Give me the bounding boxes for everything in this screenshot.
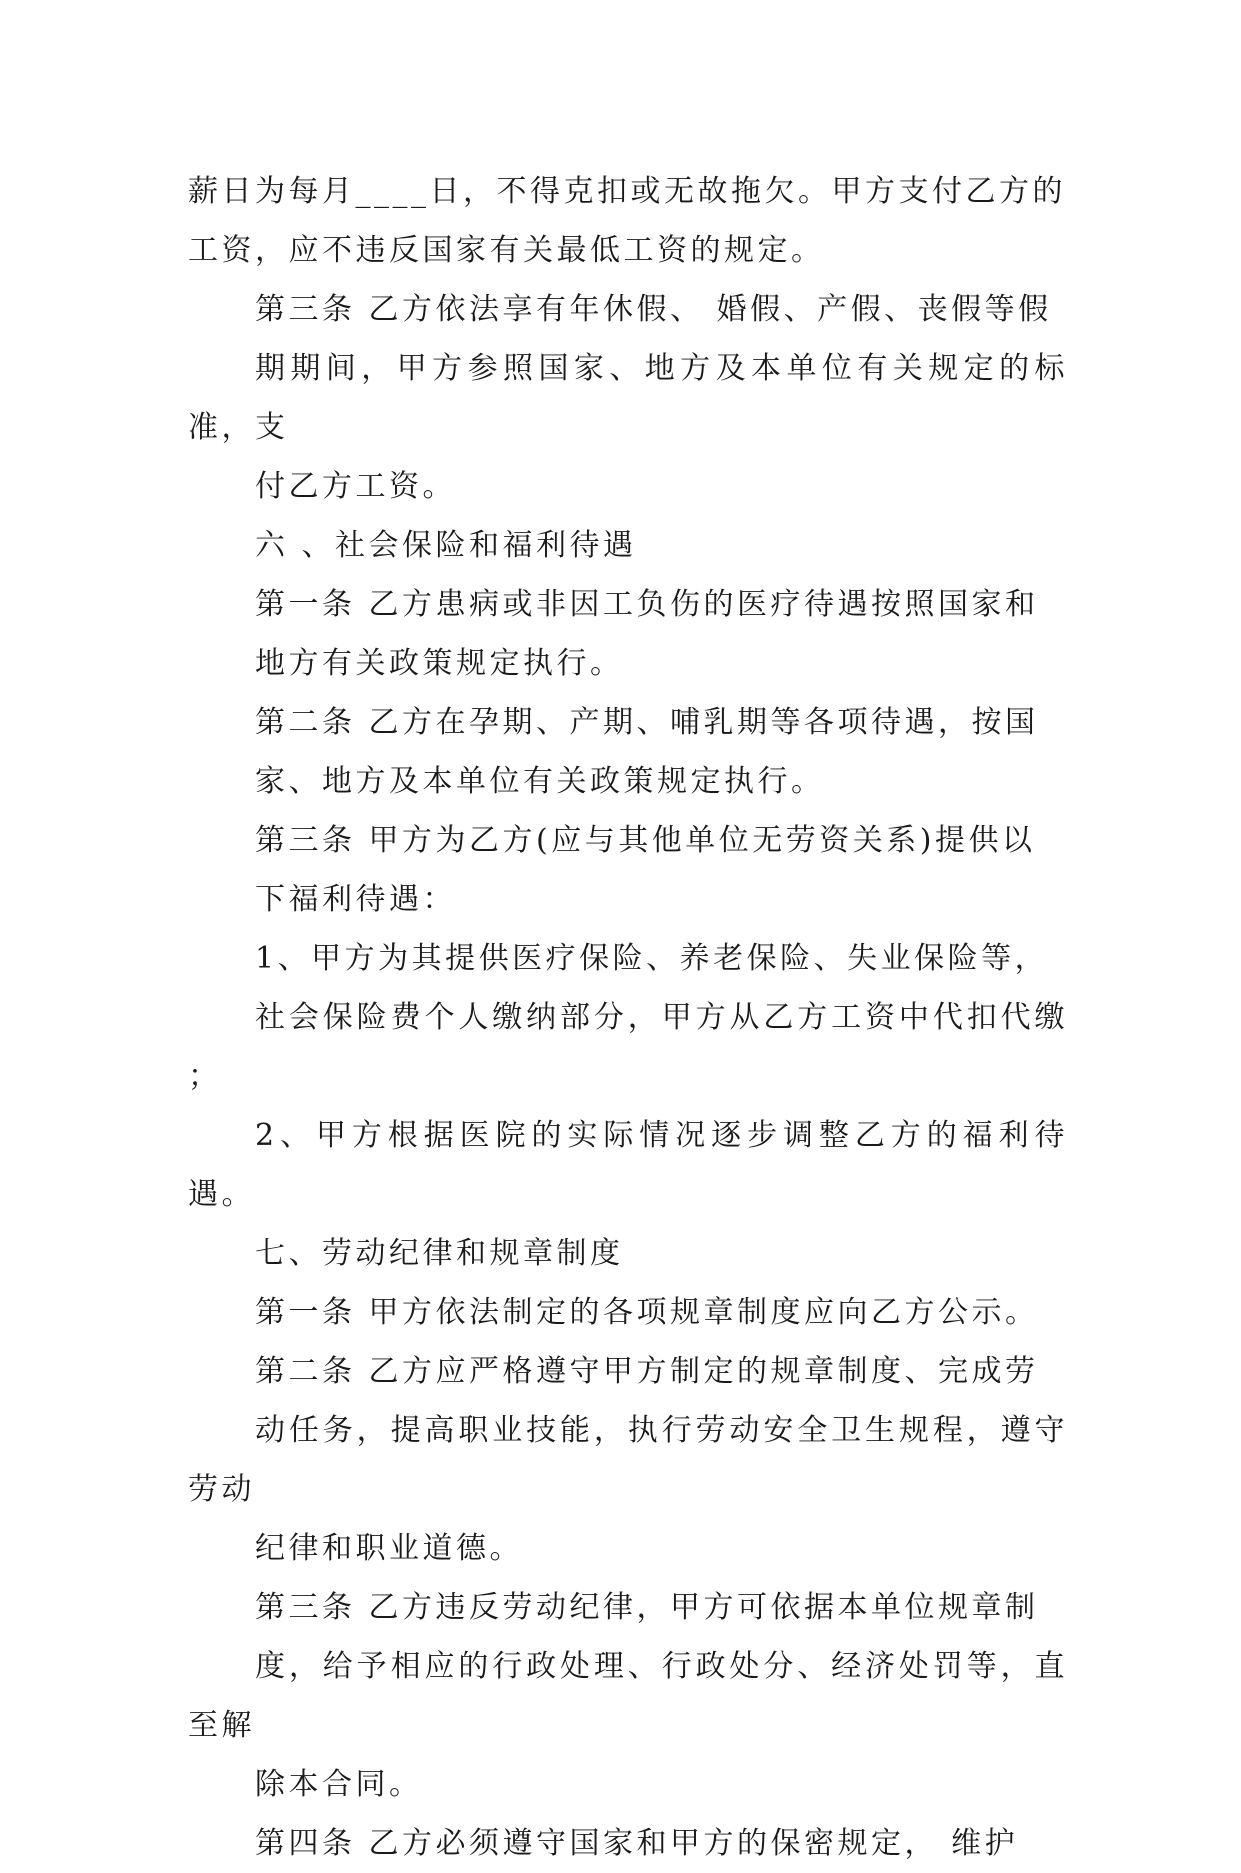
paragraph-article-2-compliance: [188, 1342, 1068, 1578]
section-heading-labor-discipline: [188, 1224, 1068, 1283]
text-line: 2、甲方根据医院的实际情况逐步调整乙方的福利待遇。: [188, 1118, 1068, 1212]
text-line: 第二条 乙方在孕期、产期、哺乳期等各项待遇，按国: [255, 705, 1039, 740]
paragraph-article-3-violation: [188, 1578, 1068, 1814]
paragraph-article-1-medical: [188, 575, 1068, 693]
paragraph-article-3-leave: [188, 280, 1068, 516]
text-line: 动任务，提高职业技能，执行劳动安全卫生规程，遵守劳动: [188, 1413, 1068, 1507]
text-line: 地方有关政策规定执行。: [255, 646, 624, 681]
text-line: 薪日为每月____日，不得克扣或无故拖欠。甲方支付乙方的: [188, 174, 1066, 209]
section-heading: 六 、社会保险和福利待遇: [255, 528, 637, 563]
paragraph-article-2-maternity: [188, 693, 1068, 811]
paragraph-article-4-confidentiality: [188, 1814, 1068, 1873]
text-line: 第三条 乙方依法享有年休假、 婚假、产假、丧假等假: [255, 292, 1052, 327]
text-line: 家、地方及本单位有关政策规定执行。: [255, 764, 825, 799]
list-item-2-adjustment: [188, 1106, 1068, 1224]
text-line: 工资，应不违反国家有关最低工资的规定。: [188, 233, 825, 268]
text-line: 除本合同。: [255, 1767, 423, 1802]
text-line: 纪律和职业道德。: [255, 1531, 523, 1566]
text-line: 第二条 乙方应严格遵守甲方制定的规章制度、完成劳: [255, 1354, 1039, 1389]
text-line: 度，给予相应的行政处理、行政处分、经济处罚等，直至解: [188, 1649, 1068, 1743]
text-line: 付乙方工资。: [255, 469, 456, 504]
text-line: 下福利待遇：: [255, 882, 456, 917]
text-line: 第三条 乙方违反劳动纪律，甲方可依据本单位规章制: [255, 1590, 1039, 1625]
document-body: [188, 162, 1068, 1873]
text-line: 第一条 甲方依法制定的各项规章制度应向乙方公示。: [255, 1295, 1039, 1330]
text-line: 第三条 甲方为乙方(应与其他单位无劳资关系)提供以: [255, 823, 1036, 858]
paragraph-wage-payment: [188, 162, 1068, 280]
text-line: 1、甲方为其提供医疗保险、养老保险、失业保险等，: [255, 941, 1049, 976]
paragraph-article-1-rules: [188, 1283, 1068, 1342]
section-heading-social-insurance: [188, 516, 1068, 575]
list-item-1-insurance: [188, 929, 1068, 1106]
paragraph-article-3-welfare: [188, 811, 1068, 929]
section-heading: 七、劳动纪律和规章制度: [255, 1236, 624, 1271]
text-line: 第四条 乙方必须遵守国家和甲方的保密规定， 维护: [255, 1826, 1019, 1861]
text-line: 第一条 乙方患病或非因工负伤的医疗待遇按照国家和: [255, 587, 1039, 622]
text-line: 社会保险费个人缴纳部分，甲方从乙方工资中代扣代缴 ；: [188, 1000, 1068, 1094]
text-line: 期期间，甲方参照国家、地方及本单位有关规定的标准，支: [188, 351, 1068, 445]
